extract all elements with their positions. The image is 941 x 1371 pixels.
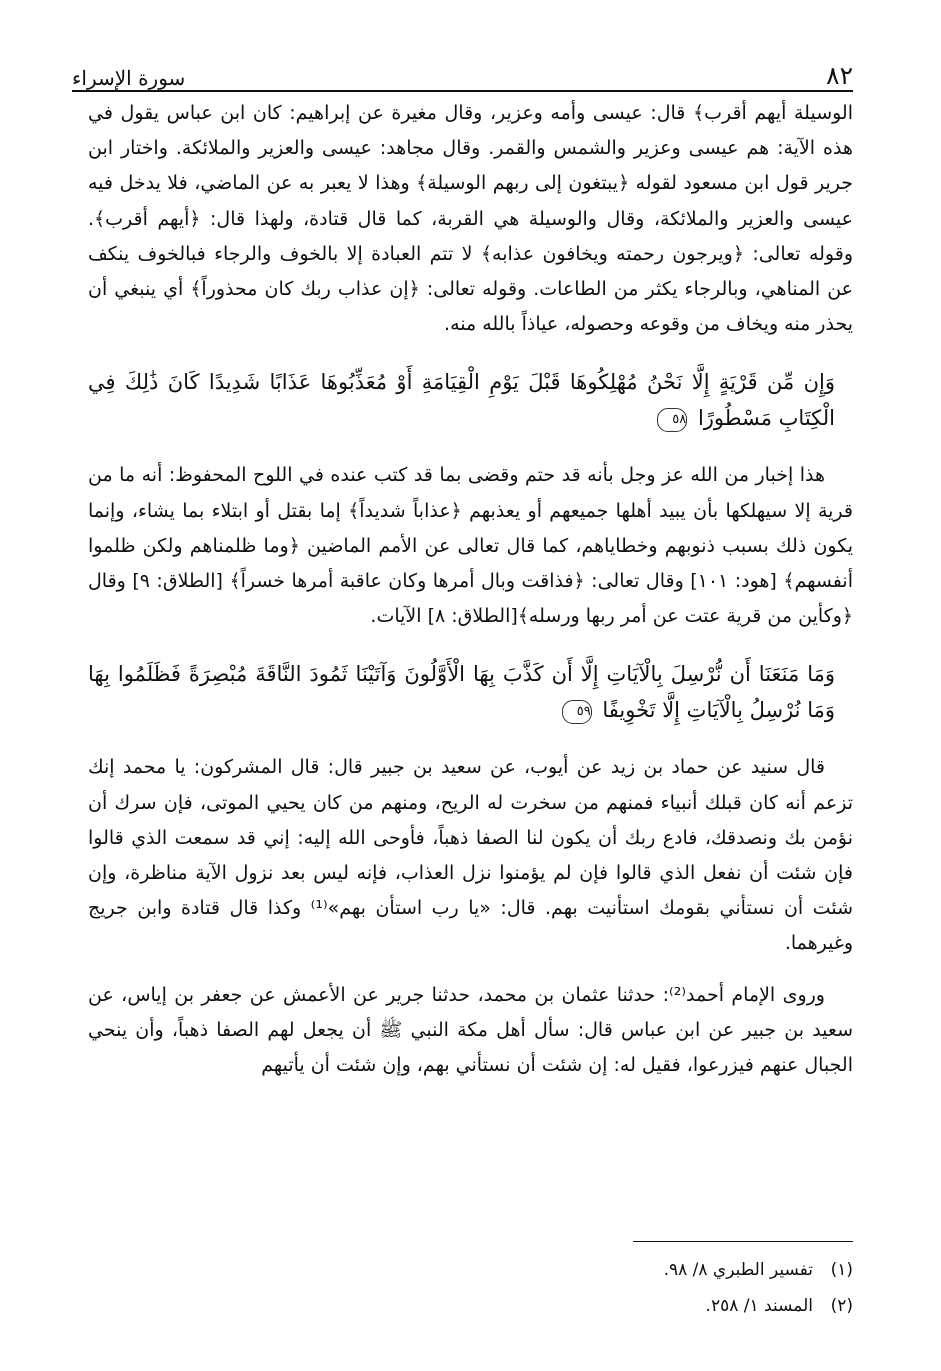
footnotes [88, 1252, 853, 1324]
spacer [88, 436, 853, 458]
ayah-number-marker: ٥٨ [657, 408, 687, 432]
footnote-text: تفسير الطبري ٨/ ٩٨. [663, 1260, 813, 1280]
page-header [72, 56, 853, 90]
spacer [88, 728, 853, 750]
footnote-text: المسند ١/ ٢٥٨. [705, 1296, 813, 1316]
paragraph-3: قال سنيد عن حماد بن زيد عن أيوب، عن سعيد بن جبير قال: قال المشركون: يا محمد إنك تزعم أنه كان قبلك أنبياء فمنهم من سخرت له الريح، ومنهم من كان يحيي الموتى، فإن سرك أن نؤمن بك ونصدقك، فادع ربك أن يكون لنا الصفا ذهباً، فأوحى الله إليه: إني قد سمعت الذي قالوا فإن شئت أن نفعل الذي قالوا فإن لم يؤمنوا نزل العذاب، فإنه ليس بعد نزول الآية مناظرة، وإن شئت أن نستأني بقومك استأنيت بهم. قال: «يا رب استأن بهم»⁽¹⁾ وكذا قال قتادة وابن جريج وغيرهما. [88, 756, 853, 955]
footnote-number: (٢) [830, 1296, 853, 1316]
quran-verse-59 [88, 656, 853, 728]
spacer [88, 342, 853, 364]
paragraph-2: هذا إخبار من الله عز وجل بأنه قد حتم وقضى بما قد كتب عنده في اللوح المحفوظ: أنه ما من قرية إلا سيهلكها بأن يبيد أهلها جميعهم أو يعذبهم ﴿عذاباً شديداً﴾ إما بقتل أو ابتلاء بما يشاء، وإنما يكون ذلك بسبب ذنوبهم وخطاياهم، كما قال تعالى عن الأمم الماضين ﴿وما ظلمناهم ولكن ظلموا أنفسهم﴾ [هود: ١٠١] وقال تعالى: ﴿فذاقت وبال أمرها وكان عاقبة أمرها خسراً﴾ [الطلاق: ٩] وقال ﴿وكأين من قرية عتت عن أمر ربها ورسله﴾[الطلاق: ٨] الآيات. [88, 464, 853, 628]
running-title: سورة الإسراء [72, 66, 186, 90]
verse-text: وَمَا مَنَعَنَا أَن نُّرْسِلَ بِالْآيَاتِ إِلَّا أَن كَذَّبَ بِهَا الْأَوَّلُونَ وَآتَيْنَا ثَمُودَ النَّاقَةَ مُبْصِرَةً فَظَلَمُوا بِهَا وَمَا نُرْسِلُ بِالْآيَاتِ إِلَّا تَخْوِيفًا [88, 662, 835, 723]
page-body [88, 96, 853, 1083]
spacer [88, 962, 853, 978]
ayah-number-marker: ٥٩ [562, 700, 592, 724]
quran-verse-58 [88, 364, 853, 436]
footnote-2 [88, 1288, 853, 1324]
verse-text: وَإِن مِّن قَرْيَةٍ إِلَّا نَحْنُ مُهْلِكُوهَا قَبْلَ يَوْمِ الْقِيَامَةِ أَوْ مُعَذِّبُوهَا عَذَابًا شَدِيدًا كَانَ ذَٰلِكَ فِي الْكِتَابِ مَسْطُورًا [88, 370, 835, 431]
footnote-1 [88, 1252, 853, 1288]
header-rule [72, 90, 853, 92]
footnote-number: (١) [830, 1260, 853, 1280]
footnote-rule [633, 1241, 853, 1242]
page-number: ٨٢ [826, 61, 853, 90]
paragraph-4: وروى الإمام أحمد⁽²⁾: حدثنا عثمان بن محمد، حدثنا جرير عن الأعمش عن جعفر بن إياس، عن سعيد بن جبير عن ابن عباس قال: سأل أهل مكة النبي ﷺ أن يجعل لهم الصفا ذهباً، وأن ينحي الجبال عنهم فيزرعوا، فقيل له: إن شئت أن نستأني بهم، وإن شئت أن يأتيهم [88, 983, 853, 1077]
paragraph-1: الوسيلة أيهم أقرب﴾ قال: عيسى وأمه وعزير، وقال مغيرة عن إبراهيم: كان ابن عباس يقول في هذه الآية: هم عيسى وعزير والشمس والقمر. وقال مجاهد: عيسى والعزير والملائكة. واختار ابن جرير قول ابن مسعود لقوله ﴿يبتغون إلى ربهم الوسيلة﴾ وهذا لا يعبر به عن الماضي، فلا يدخل فيه عيسى والعزير والملائكة، وقال والوسيلة هي القربة، كما قال قتادة، ولهذا قال: ﴿أيهم أقرب﴾. وقوله تعالى: ﴿ويرجون رحمته ويخافون عذابه﴾ لا تتم العبادة إلا بالخوف والرجاء فبالخوف ينكف عن المناهي، وبالرجاء يكثر من الطاعات. وقوله تعالى: ﴿إن عذاب ربك كان محذوراً﴾ أي ينبغي أن يحذر منه ويخاف من وقوعه وحصوله، عياذاً بالله منه. [88, 102, 853, 336]
spacer [88, 634, 853, 656]
